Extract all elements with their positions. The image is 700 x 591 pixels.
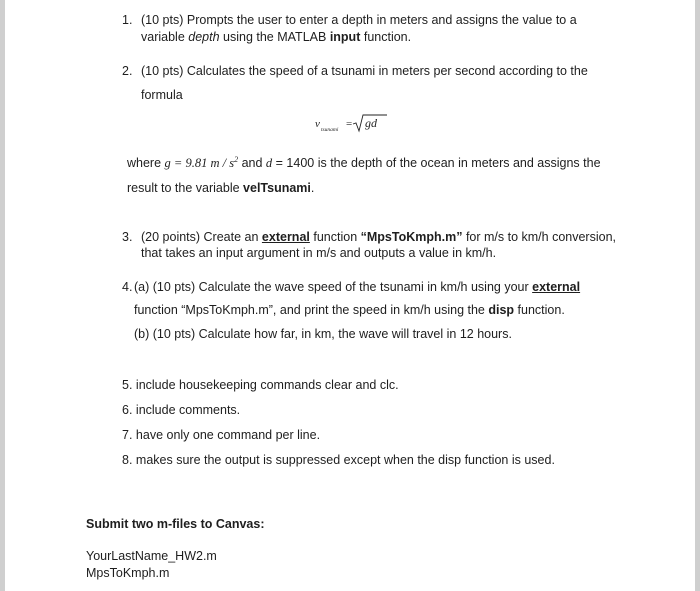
item-2-formula-word: formula	[141, 88, 183, 102]
item-1-line-1	[141, 12, 577, 28]
result-text: result to the variable	[127, 181, 240, 195]
item-5	[122, 377, 399, 393]
gravity-exponent: 2	[234, 155, 239, 164]
item-3-text-c: for m/s to km/h conversion,	[465, 230, 617, 244]
submit-file-2: MpsToKmph.m	[86, 566, 170, 580]
depth-d-var: d	[265, 156, 273, 171]
item-4-text-a: (a) (10 pts) Calculate the wave speed of the tsunami in km/h using your	[134, 280, 529, 294]
left-edge-shadow	[0, 0, 5, 591]
gravity-expression: g = 9.81 m / s	[164, 156, 235, 171]
item-1-matlab-text: using the MATLAB	[223, 30, 327, 44]
item-5-text: include housekeeping commands clear and clc.	[135, 378, 399, 392]
result-period: .	[310, 181, 315, 195]
item-number-2: 2.	[122, 64, 133, 78]
item-4-external-keyword: external	[532, 280, 581, 294]
item-3-text-a: (20 points) Create an	[141, 230, 259, 244]
item-number-3: 3.	[122, 230, 133, 244]
item-1-line-1-text: Prompts the user to enter a depth in meters and assigns the value to a	[186, 13, 577, 27]
item-number-5: 5.	[122, 378, 133, 392]
item-number-7: 7.	[122, 428, 133, 442]
item-3-filename: “MpsToKmph.m”	[360, 230, 463, 244]
item-4-function-word: function.	[517, 303, 565, 317]
item-number-4: 4.	[122, 280, 133, 294]
item-4-line-1	[134, 279, 580, 295]
right-edge-shadow	[695, 0, 700, 591]
item-4-line-3: (b) (10 pts) Calculate how far, in km, the wave will travel in 12 hours.	[134, 327, 512, 341]
formula-v: v	[315, 118, 320, 130]
item-3-external-keyword: external	[261, 230, 310, 244]
formula-subscript: tsunami	[321, 127, 339, 133]
item-8-text: makes sure the output is suppressed except when the disp function is used.	[135, 453, 555, 467]
item-2-result-line	[127, 180, 314, 196]
item-number-6: 6.	[122, 403, 133, 417]
item-7-text: have only one command per line.	[135, 428, 321, 442]
tsunami-speed-formula	[313, 112, 403, 138]
item-2-points: (10 pts)	[141, 64, 184, 78]
formula-radicand: gd	[365, 116, 377, 130]
submit-file-1: YourLastName_HW2.m	[86, 549, 217, 563]
item-8	[122, 452, 555, 468]
depth-description: = 1400 is the depth of the ocean in meters and assigns the	[275, 156, 601, 171]
item-number-8: 8.	[122, 453, 133, 467]
item-4-disp-keyword: disp	[488, 303, 515, 317]
item-number-1: 1.	[122, 13, 133, 27]
item-7	[122, 427, 320, 443]
item-1-function-word: function.	[363, 30, 412, 44]
submit-heading: Submit two m-files to Canvas:	[86, 517, 265, 531]
item-1-depth-var: depth	[188, 30, 220, 44]
and-word: and	[241, 156, 263, 171]
item-4-text-b: function “MpsToKmph.m”, and print the speed in km/h using the	[134, 303, 485, 317]
item-1-input-keyword: input	[329, 30, 361, 44]
item-3-line-1	[141, 229, 616, 245]
item-1-variable-word: variable	[141, 30, 185, 44]
formula-equals: =	[346, 118, 353, 130]
where-word: where	[127, 156, 162, 171]
item-4-line-2	[134, 302, 565, 318]
item-2-where-line	[127, 152, 601, 171]
item-2-line-1	[141, 63, 588, 79]
veltsunami-variable: velTsunami	[243, 181, 311, 195]
item-3-line-2: that takes an input argument in m/s and outputs a value in km/h.	[141, 246, 497, 260]
item-2-line-1-text: Calculates the speed of a tsunami in meters per second according to the	[186, 64, 588, 78]
item-3-function-word: function	[313, 230, 358, 244]
item-6	[122, 402, 240, 418]
item-1-points: (10 pts)	[141, 13, 184, 27]
item-6-text: include comments.	[135, 403, 241, 417]
item-1-line-2	[141, 29, 411, 45]
